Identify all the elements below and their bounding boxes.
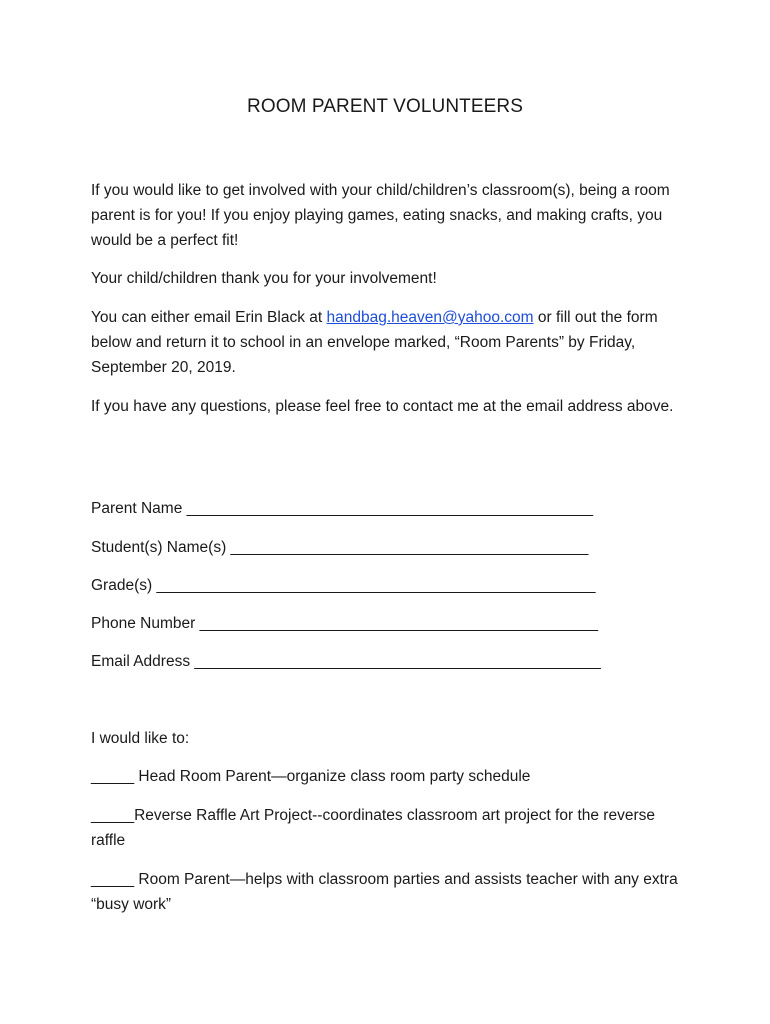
email-label: Email Address (91, 653, 195, 670)
email-blank[interactable]: __________________________________________________ (194, 653, 601, 670)
page-title: ROOM PARENT VOLUNTEERS (247, 96, 523, 117)
parent-name-field[interactable] (91, 496, 651, 521)
grade-field[interactable] (91, 573, 651, 598)
contact-paragraph (91, 305, 691, 380)
grade-blank[interactable]: ______________________________________________________ (156, 577, 595, 594)
contact-text-before: You can either email Erin Black at (91, 309, 327, 326)
phone-blank[interactable]: _________________________________________________ (199, 615, 598, 632)
option-head-room-parent[interactable]: _____ Head Room Parent—organize class room party schedule (91, 768, 531, 785)
contact-text-after: or fill out the form below and return it to school in an envelope marked, “Room Parents” by Friday, September 20, 2019. (91, 309, 658, 376)
email-field[interactable] (91, 649, 651, 674)
grade-label: Grade(s) (91, 577, 157, 594)
volunteer-heading: I would like to: (91, 730, 190, 747)
parent-name-label: Parent Name (91, 500, 187, 517)
student-names-label: Student(s) Name(s) (91, 539, 231, 556)
email-link[interactable]: handbag.heaven@yahoo.com (326, 309, 534, 326)
questions-paragraph: If you have any questions, please feel free to contact me at the email address above. (91, 398, 674, 415)
phone-field[interactable] (91, 611, 651, 636)
thank-you-paragraph: Your child/children thank you for your involvement! (91, 270, 437, 287)
student-names-field[interactable] (91, 535, 651, 560)
student-names-blank[interactable]: ____________________________________________ (230, 539, 588, 556)
phone-label: Phone Number (91, 615, 200, 632)
parent-name-blank[interactable]: __________________________________________________ (186, 500, 593, 517)
option-reverse-raffle[interactable]: _____Reverse Raffle Art Project--coordinates classroom art project for the reverse raffle (91, 807, 655, 849)
option-room-parent[interactable]: _____ Room Parent—helps with classroom parties and assists teacher with any extra “busy work” (91, 871, 678, 913)
intro-paragraph: If you would like to get involved with your child/children’s classroom(s), being a room parent is for you! If you enjoy playing games, eating snacks, and making crafts, you would be a perfect fit! (91, 182, 670, 249)
